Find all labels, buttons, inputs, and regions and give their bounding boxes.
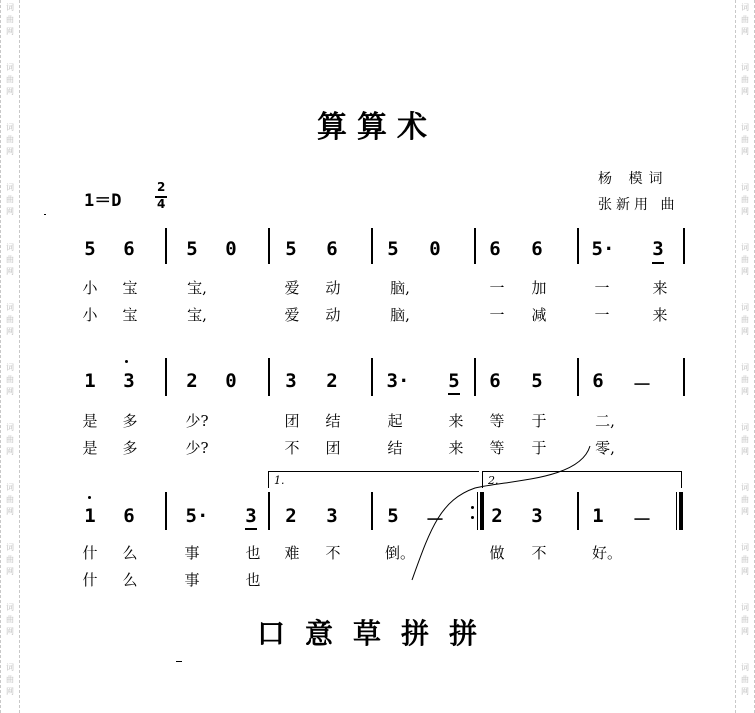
barline bbox=[371, 492, 373, 530]
lyric: 加 bbox=[531, 279, 547, 297]
note: 5 bbox=[531, 370, 543, 392]
barline bbox=[577, 492, 579, 530]
lyric: 宝, bbox=[187, 279, 207, 297]
lyric: 什 bbox=[82, 544, 98, 562]
watermark-char: 曲 bbox=[741, 195, 749, 204]
lyric: 脑, bbox=[390, 279, 410, 297]
watermark-char: 词 bbox=[741, 123, 749, 132]
time-signature-top: 2 bbox=[157, 180, 166, 194]
watermark-char: 网 bbox=[6, 27, 14, 36]
lyric: 宝 bbox=[122, 279, 138, 297]
barline bbox=[577, 358, 579, 396]
lyric: 脑, bbox=[390, 306, 410, 324]
note: 6 bbox=[326, 238, 338, 260]
watermark-char: 曲 bbox=[741, 315, 749, 324]
watermark-char: 曲 bbox=[741, 555, 749, 564]
lyric: 结 bbox=[387, 439, 403, 457]
composer-credit: 张新用 曲 bbox=[598, 197, 679, 213]
lyric: 宝 bbox=[122, 306, 138, 324]
watermark-char: 网 bbox=[741, 207, 749, 216]
watermark-char: 网 bbox=[6, 567, 14, 576]
barline bbox=[371, 358, 373, 396]
watermark-char: 网 bbox=[6, 327, 14, 336]
lyric: 来 bbox=[448, 439, 464, 457]
lyric: 于 bbox=[531, 412, 547, 430]
watermark-char: 词 bbox=[6, 183, 14, 192]
lyric: 事 bbox=[184, 571, 200, 589]
note: 2 bbox=[491, 505, 503, 527]
stray-mark bbox=[44, 214, 46, 215]
watermark-char: 曲 bbox=[6, 255, 14, 264]
lyric: 减 bbox=[531, 306, 547, 324]
note: 0 bbox=[225, 238, 237, 260]
watermark-char: 词 bbox=[6, 483, 14, 492]
note: 6 bbox=[489, 370, 501, 392]
lyric: 做 bbox=[489, 544, 505, 562]
watermark-char: 曲 bbox=[6, 615, 14, 624]
note: － bbox=[632, 509, 652, 531]
lyric: 来 bbox=[652, 306, 668, 324]
note: 5 bbox=[448, 370, 460, 392]
lyric: 小 bbox=[82, 279, 98, 297]
note: 3 bbox=[652, 238, 664, 260]
watermark-char: 曲 bbox=[741, 75, 749, 84]
watermark-char: 词 bbox=[6, 243, 14, 252]
lyric: 宝, bbox=[187, 306, 207, 324]
note: 5 bbox=[84, 238, 96, 260]
barline bbox=[165, 492, 167, 530]
volta-label-first: 1. bbox=[274, 474, 285, 487]
octave-dot bbox=[125, 360, 128, 363]
lyric: 不 bbox=[325, 544, 341, 562]
watermark-char: 曲 bbox=[6, 675, 14, 684]
barline bbox=[268, 358, 270, 396]
watermark-char: 曲 bbox=[6, 375, 14, 384]
song-title: 算算术 bbox=[317, 110, 437, 145]
watermark-char: 曲 bbox=[6, 435, 14, 444]
watermark-char: 网 bbox=[6, 507, 14, 516]
lyric: 多 bbox=[122, 439, 138, 457]
watermark-char: 网 bbox=[741, 147, 749, 156]
watermark-char: 网 bbox=[741, 327, 749, 336]
lyricist-credit: 杨 模词 bbox=[598, 171, 669, 187]
repeat-barline-thin bbox=[477, 492, 478, 530]
watermark-char: 词 bbox=[741, 243, 749, 252]
note: 2 bbox=[326, 370, 338, 392]
lyric: 少? bbox=[185, 439, 209, 457]
barline bbox=[683, 358, 685, 396]
watermark-char: 词 bbox=[741, 663, 749, 672]
watermark-char: 词 bbox=[741, 603, 749, 612]
watermark-char: 网 bbox=[6, 687, 14, 696]
lyric: 少? bbox=[185, 412, 209, 430]
note: 3 bbox=[245, 505, 257, 527]
lyric: 多 bbox=[122, 412, 138, 430]
barline bbox=[268, 228, 270, 264]
watermark-char: 曲 bbox=[741, 375, 749, 384]
watermark-char: 词 bbox=[741, 3, 749, 12]
watermark-char: 网 bbox=[6, 207, 14, 216]
barline bbox=[268, 492, 270, 530]
lyric: 于 bbox=[531, 439, 547, 457]
lyric: 是 bbox=[82, 439, 98, 457]
stray-mark bbox=[176, 661, 182, 662]
note: 2 bbox=[186, 370, 198, 392]
underline-beam bbox=[245, 528, 257, 530]
note: 0 bbox=[225, 370, 237, 392]
watermark-char: 词 bbox=[741, 543, 749, 552]
repeat-barline-thick bbox=[480, 492, 484, 530]
barline bbox=[474, 228, 476, 264]
watermark-char: 词 bbox=[741, 303, 749, 312]
watermark-char: 词 bbox=[6, 363, 14, 372]
lyric: 零, bbox=[595, 439, 615, 457]
lyric: 动 bbox=[325, 306, 341, 324]
lyric: 来 bbox=[652, 279, 668, 297]
note: 1 bbox=[84, 370, 96, 392]
lyric: 团 bbox=[284, 412, 300, 430]
time-signature-bottom: 4 bbox=[157, 197, 166, 211]
watermark-char: 网 bbox=[6, 627, 14, 636]
watermark-char: 网 bbox=[6, 267, 14, 276]
lyric: 来 bbox=[448, 412, 464, 430]
lyric: 倒。 bbox=[384, 544, 415, 562]
lyric: 二, bbox=[595, 412, 615, 430]
note: 5 bbox=[387, 505, 399, 527]
volta-label-second: 2. bbox=[488, 474, 499, 487]
lyric: 不 bbox=[531, 544, 547, 562]
lyric: 事 bbox=[184, 544, 200, 562]
lyric: 么 bbox=[122, 571, 138, 589]
final-barline-thin bbox=[676, 492, 677, 530]
watermark-char: 网 bbox=[741, 687, 749, 696]
note: 6 bbox=[123, 238, 135, 260]
note: 5 bbox=[387, 238, 399, 260]
watermark-char: 词 bbox=[6, 603, 14, 612]
note: 3 bbox=[326, 505, 338, 527]
octave-dot bbox=[88, 496, 91, 499]
lyric: 一 bbox=[594, 306, 610, 324]
key-signature: 1＝D bbox=[84, 191, 122, 211]
watermark-char: 网 bbox=[741, 567, 749, 576]
repeat-dot bbox=[471, 516, 474, 519]
lyric: 一 bbox=[489, 306, 505, 324]
watermark-char: 曲 bbox=[741, 615, 749, 624]
watermark-char: 词 bbox=[741, 423, 749, 432]
note: 5 bbox=[186, 238, 198, 260]
barline bbox=[577, 228, 579, 264]
watermark-char: 词 bbox=[741, 183, 749, 192]
watermark-char: 网 bbox=[741, 507, 749, 516]
watermark-char: 网 bbox=[741, 27, 749, 36]
watermark-char: 词 bbox=[6, 423, 14, 432]
watermark-char: 词 bbox=[6, 123, 14, 132]
lyric: 爱 bbox=[284, 306, 300, 324]
underline-beam bbox=[448, 393, 460, 395]
watermark-char: 曲 bbox=[741, 15, 749, 24]
footer-cutoff-text: 口意草拼拼 bbox=[256, 617, 497, 650]
watermark-char: 网 bbox=[6, 87, 14, 96]
watermark-char: 曲 bbox=[6, 75, 14, 84]
lyric: 等 bbox=[489, 412, 505, 430]
final-barline-thick bbox=[679, 492, 683, 530]
lyric: 难 bbox=[284, 544, 300, 562]
watermark-char: 网 bbox=[741, 447, 749, 456]
watermark-char: 词 bbox=[741, 483, 749, 492]
watermark-char: 词 bbox=[6, 303, 14, 312]
watermark-char: 词 bbox=[741, 363, 749, 372]
note: 6 bbox=[123, 505, 135, 527]
note: 3 bbox=[123, 370, 135, 392]
note: 6 bbox=[592, 370, 604, 392]
watermark-char: 网 bbox=[6, 447, 14, 456]
lyric: 结 bbox=[325, 412, 341, 430]
note: 0 bbox=[429, 238, 441, 260]
lyric: 好。 bbox=[591, 544, 622, 562]
note: 5· bbox=[185, 505, 209, 527]
note: 3 bbox=[531, 505, 543, 527]
lyric: 什 bbox=[82, 571, 98, 589]
lyric: 么 bbox=[122, 544, 138, 562]
watermark-char: 词 bbox=[741, 63, 749, 72]
lyric: 团 bbox=[325, 439, 341, 457]
watermark-char: 词 bbox=[6, 543, 14, 552]
watermark-char: 曲 bbox=[6, 495, 14, 504]
lyric: 起 bbox=[387, 412, 403, 430]
lyric: 小 bbox=[82, 306, 98, 324]
lyric: 等 bbox=[489, 439, 505, 457]
note: 3 bbox=[285, 370, 297, 392]
note: 5 bbox=[285, 238, 297, 260]
note: 5· bbox=[591, 238, 615, 260]
watermark-char: 网 bbox=[741, 627, 749, 636]
note: 1 bbox=[592, 505, 604, 527]
note: － bbox=[632, 374, 652, 396]
barline bbox=[165, 358, 167, 396]
lyric: 也 bbox=[245, 571, 261, 589]
lyric: 一 bbox=[489, 279, 505, 297]
watermark-char: 网 bbox=[741, 387, 749, 396]
lyric: 动 bbox=[325, 279, 341, 297]
watermark-char: 曲 bbox=[741, 435, 749, 444]
watermark-char: 曲 bbox=[741, 495, 749, 504]
note: 3· bbox=[386, 370, 410, 392]
note: － bbox=[425, 509, 445, 531]
lyric: 一 bbox=[594, 279, 610, 297]
lyric: 是 bbox=[82, 412, 98, 430]
watermark-char: 曲 bbox=[741, 255, 749, 264]
note: 1 bbox=[84, 505, 96, 527]
watermark-char: 网 bbox=[741, 267, 749, 276]
watermark-char: 网 bbox=[6, 387, 14, 396]
watermark-char: 曲 bbox=[6, 195, 14, 204]
watermark-char: 词 bbox=[6, 63, 14, 72]
repeat-dot bbox=[471, 506, 474, 509]
underline-beam bbox=[652, 262, 664, 264]
barline bbox=[683, 228, 685, 264]
barline bbox=[474, 358, 476, 396]
note: 2 bbox=[285, 505, 297, 527]
lyric: 也 bbox=[245, 544, 261, 562]
watermark-char: 曲 bbox=[741, 675, 749, 684]
watermark-char: 曲 bbox=[6, 135, 14, 144]
watermark-char: 词 bbox=[6, 663, 14, 672]
barline bbox=[371, 228, 373, 264]
watermark-char: 曲 bbox=[741, 135, 749, 144]
watermark-char: 曲 bbox=[6, 315, 14, 324]
note: 6 bbox=[489, 238, 501, 260]
note: 6 bbox=[531, 238, 543, 260]
watermark-char: 网 bbox=[6, 147, 14, 156]
lyric: 不 bbox=[284, 439, 300, 457]
watermark-char: 网 bbox=[741, 87, 749, 96]
lyric: 爱 bbox=[284, 279, 300, 297]
barline bbox=[165, 228, 167, 264]
watermark-char: 词 bbox=[6, 3, 14, 12]
watermark-char: 曲 bbox=[6, 555, 14, 564]
watermark-char: 曲 bbox=[6, 15, 14, 24]
